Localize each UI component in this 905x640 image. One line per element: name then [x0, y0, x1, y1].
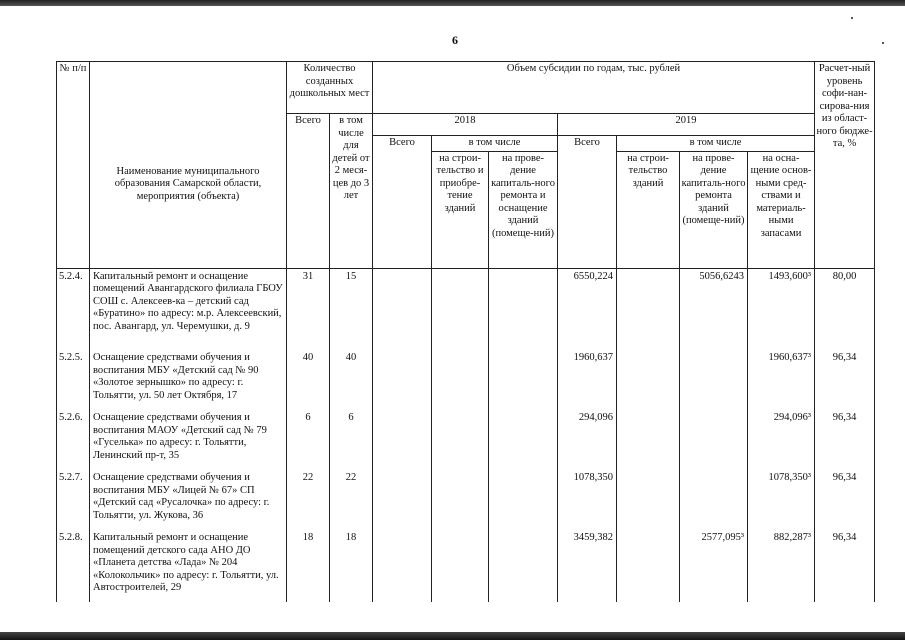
row-places-total: 6 — [287, 410, 330, 470]
header-places-total: Всего — [287, 114, 330, 269]
row-construction-2019 — [617, 470, 680, 530]
row-places-infant: 15 — [330, 268, 373, 350]
row-construction-2018 — [432, 470, 489, 530]
row-object-name: Капитальный ремонт и оснащение помещений детского сада АНО ДО «Планета детства «Лада» № 204 «Колокольчик» по адресу: г. Тольятти, ул. Автостроителей, 29 — [90, 530, 287, 602]
row-repair-2018 — [489, 470, 558, 530]
header-construction-2019: на строи-тельство зданий — [617, 151, 680, 268]
scan-speck — [882, 42, 884, 44]
row-total-2018 — [373, 350, 432, 410]
header-places-group: Количество созданных дошкольных мест — [287, 62, 373, 114]
header-including-2018: в том числе — [432, 136, 558, 152]
row-total-2019: 3459,382 — [558, 530, 617, 602]
row-construction-2018 — [432, 530, 489, 602]
scan-speck — [851, 17, 853, 19]
row-number: 5.2.8. — [57, 530, 90, 602]
table-row — [57, 268, 875, 350]
row-equipment-2019: 1493,600³ — [748, 268, 815, 350]
table-row — [57, 350, 875, 410]
row-repair-2019: 5056,6243 — [680, 268, 748, 350]
row-total-2018 — [373, 410, 432, 470]
row-object-name: Капитальный ремонт и оснащение помещений Авангардского филиала ГБОУ СОШ с. Алексеев-ка – детский сад «Буратино» по адресу: м.р. Алексеевский, пос. Авангард, ул. Черемушки, д. 9 — [90, 268, 287, 350]
header-total-2019: Всего — [558, 136, 617, 269]
row-places-infant: 22 — [330, 470, 373, 530]
header-year-2018: 2018 — [373, 114, 558, 136]
row-construction-2018 — [432, 268, 489, 350]
row-construction-2018 — [432, 410, 489, 470]
scan-edge-bottom — [0, 632, 905, 640]
row-repair-2019 — [680, 350, 748, 410]
header-total-2018: Всего — [373, 136, 432, 269]
row-construction-2019 — [617, 350, 680, 410]
row-places-total: 31 — [287, 268, 330, 350]
row-total-2019: 6550,224 — [558, 268, 617, 350]
row-places-total: 40 — [287, 350, 330, 410]
header-repair-2018: на прове-дение капиталь-ного ремонта и оснащение зданий (помеще-ний) — [489, 151, 558, 268]
header-repair-2019: на прове-дение капиталь-ного ремонта зданий (помеще-ний) — [680, 151, 748, 268]
header-subsidy-group: Объем субсидии по годам, тыс. рублей — [373, 62, 815, 114]
row-construction-2019 — [617, 268, 680, 350]
row-cofinance-rate: 96,34 — [815, 530, 875, 602]
row-repair-2018 — [489, 350, 558, 410]
header-including-2019: в том числе — [617, 136, 815, 152]
row-equipment-2019: 882,287³ — [748, 530, 815, 602]
row-repair-2018 — [489, 530, 558, 602]
header-name: Наименование муниципального образования Самарской области, мероприятия (объекта) — [90, 62, 287, 269]
row-places-infant: 40 — [330, 350, 373, 410]
scan-edge-top — [0, 0, 905, 6]
table-row — [57, 410, 875, 470]
row-equipment-2019: 294,096³ — [748, 410, 815, 470]
row-total-2018 — [373, 268, 432, 350]
row-places-infant: 18 — [330, 530, 373, 602]
row-number: 5.2.6. — [57, 410, 90, 470]
row-number: 5.2.5. — [57, 350, 90, 410]
row-repair-2018 — [489, 268, 558, 350]
page-number: 6 — [452, 33, 458, 47]
row-equipment-2019: 1078,350³ — [748, 470, 815, 530]
header-year-2019: 2019 — [558, 114, 815, 136]
row-equipment-2019: 1960,637³ — [748, 350, 815, 410]
row-object-name: Оснащение средствами обучения и воспитания МБУ «Лицей № 67» СП «Детский сад «Русалочка» по адресу: г. Тольятти, ул. Жукова, 36 — [90, 470, 287, 530]
header-equipment-2019: на осна-щение основ-ными сред-ствами и материаль-ными запасами — [748, 151, 815, 268]
subsidy-table — [56, 61, 875, 602]
row-places-infant: 6 — [330, 410, 373, 470]
header-number: № п/п — [57, 62, 90, 269]
row-total-2019: 294,096 — [558, 410, 617, 470]
row-object-name: Оснащение средствами обучения и воспитания МБУ «Детский сад № 90 «Золотое зернышко» по адресу: г. Тольятти, ул. 50 лет Октября, 17 — [90, 350, 287, 410]
row-total-2018 — [373, 530, 432, 602]
subsidy-table-container — [56, 61, 874, 602]
row-repair-2019 — [680, 410, 748, 470]
row-cofinance-rate: 96,34 — [815, 410, 875, 470]
row-cofinance-rate: 96,34 — [815, 470, 875, 530]
header-cofinance-rate: Расчет-ный уровень софи-нан-сирова-ния из област-ного бюдже-та, % — [815, 62, 875, 269]
row-cofinance-rate: 96,34 — [815, 350, 875, 410]
row-places-total: 18 — [287, 530, 330, 602]
row-object-name: Оснащение средствами обучения и воспитания МАОУ «Детский сад № 79 «Гуселька» по адресу: г. Тольятти, Ленинский пр-т, 35 — [90, 410, 287, 470]
header-construction-2018: на строи-тельство и приобре-тение зданий — [432, 151, 489, 268]
row-construction-2019 — [617, 530, 680, 602]
header-places-infant: в том числе для детей от 2 меся-цев до 3 лет — [330, 114, 373, 269]
row-construction-2018 — [432, 350, 489, 410]
row-total-2019: 1960,637 — [558, 350, 617, 410]
row-repair-2019: 2577,095³ — [680, 530, 748, 602]
table-row — [57, 470, 875, 530]
row-total-2018 — [373, 470, 432, 530]
row-repair-2018 — [489, 410, 558, 470]
row-repair-2019 — [680, 470, 748, 530]
row-construction-2019 — [617, 410, 680, 470]
row-total-2019: 1078,350 — [558, 470, 617, 530]
table-row — [57, 530, 875, 602]
row-cofinance-rate: 80,00 — [815, 268, 875, 350]
row-number: 5.2.7. — [57, 470, 90, 530]
row-number: 5.2.4. — [57, 268, 90, 350]
row-places-total: 22 — [287, 470, 330, 530]
